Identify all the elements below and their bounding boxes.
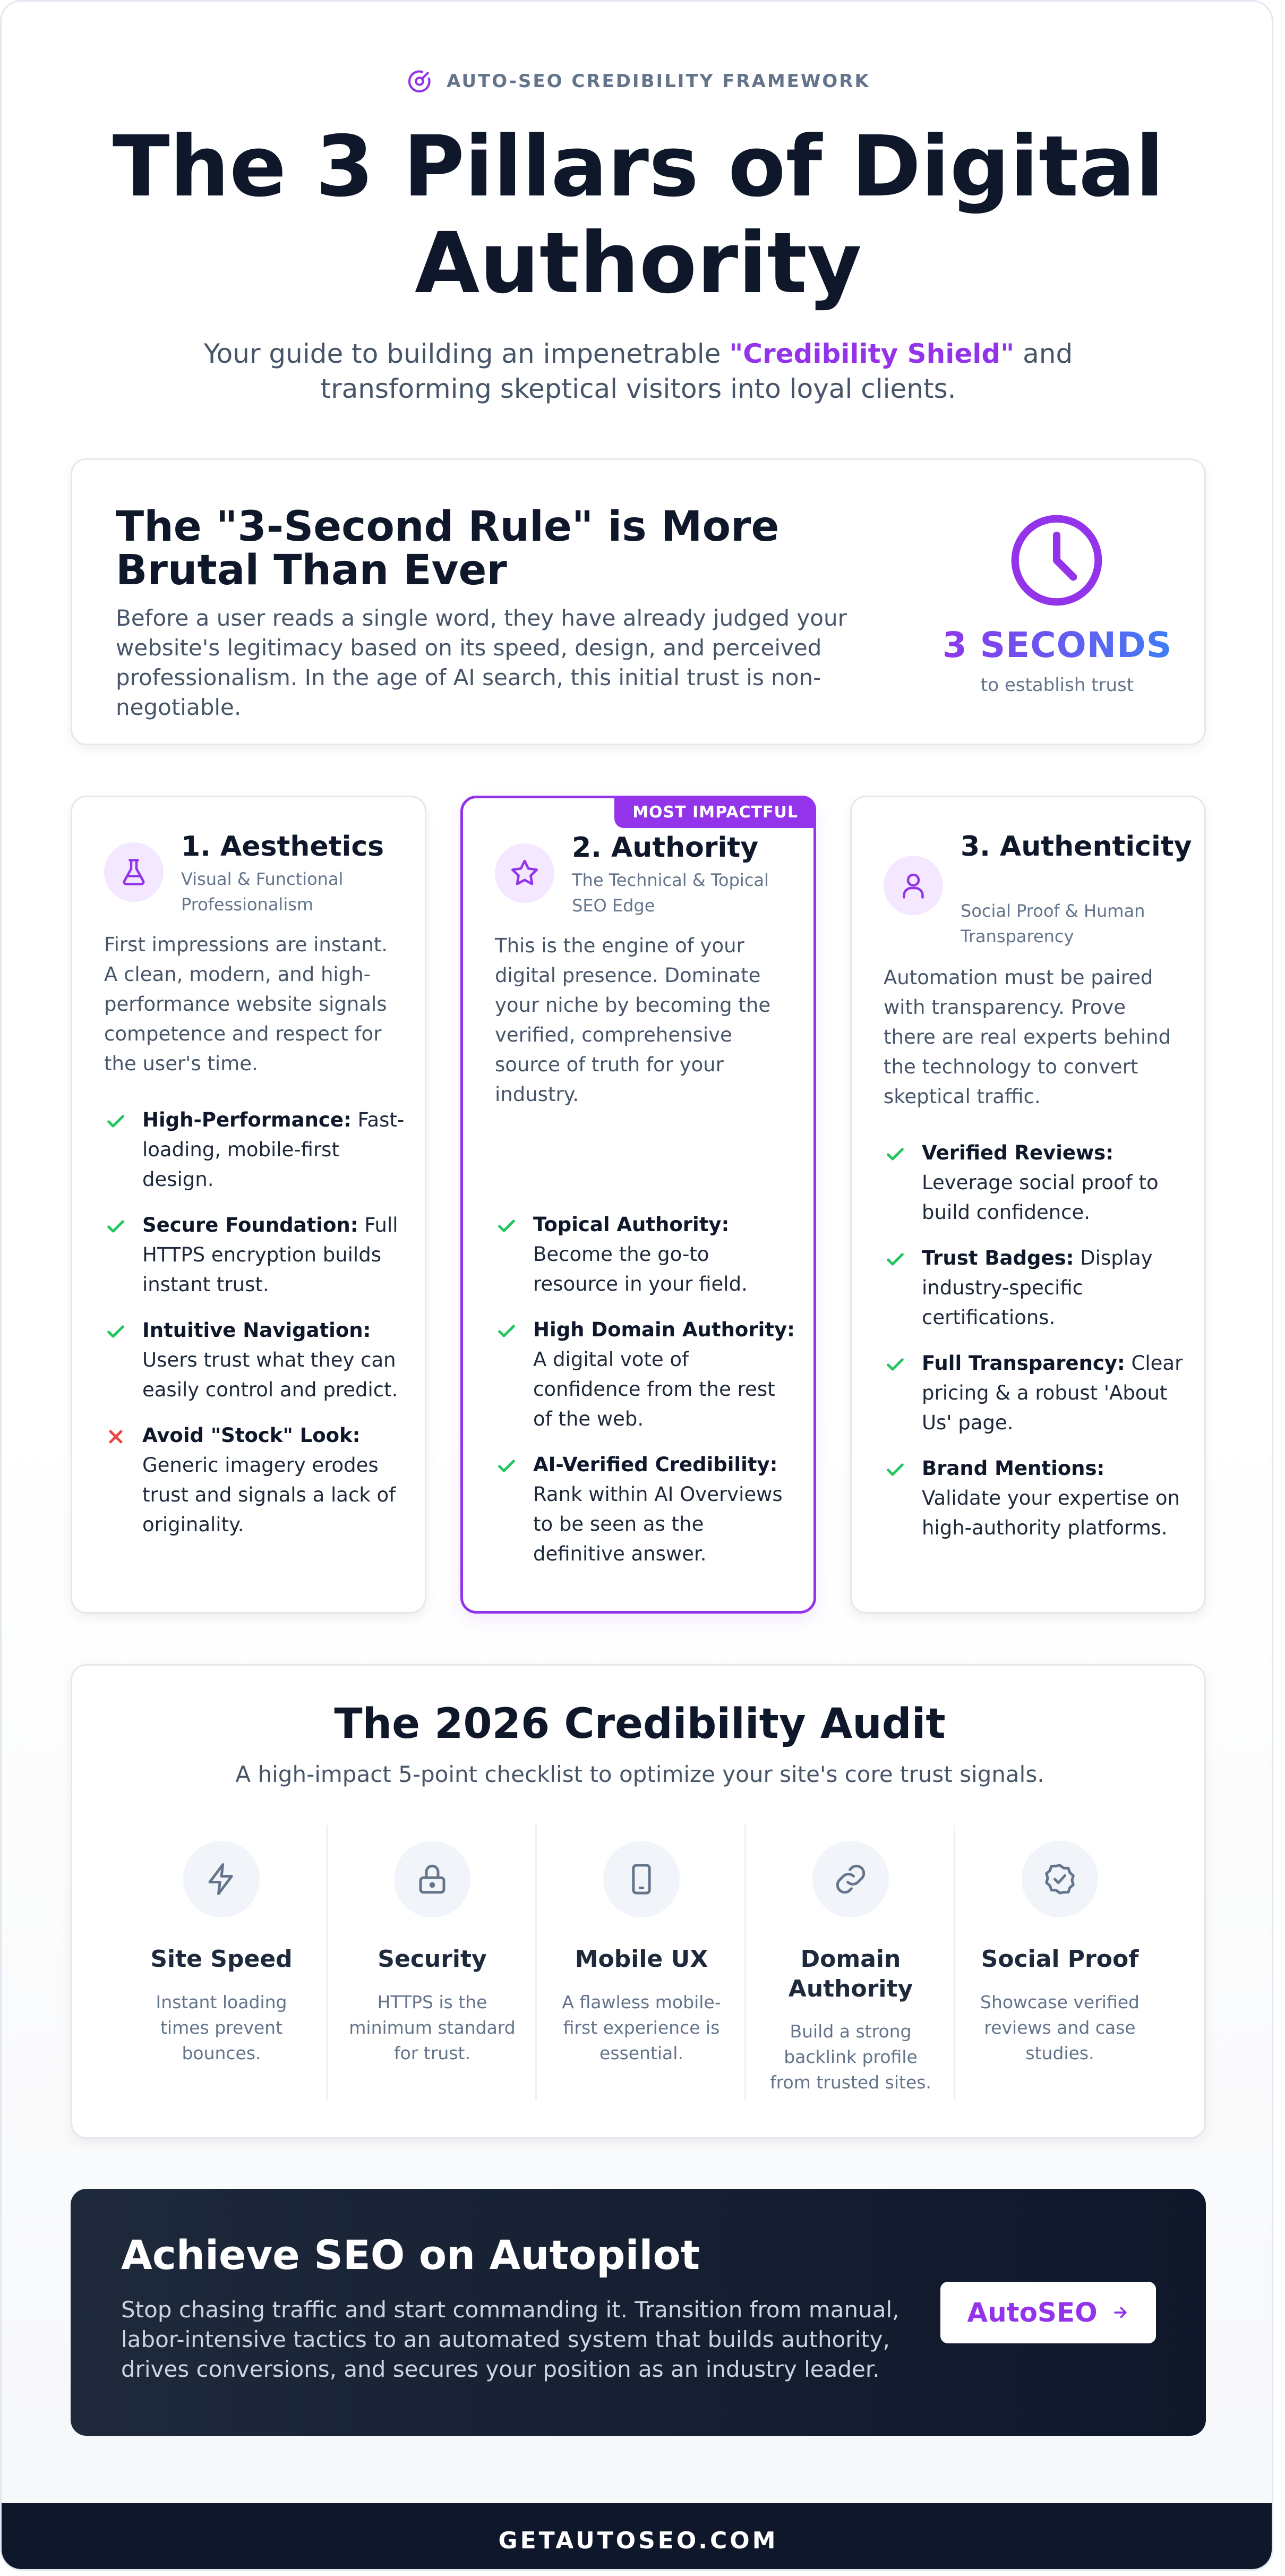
user-icon: [897, 869, 929, 901]
pillar-description: Automation must be paired with transparency. Prove there are real experts behind the technology to convert skeptical traffic.: [884, 966, 1171, 1108]
seconds-caption: to establish trust: [980, 675, 1134, 696]
item-heading: Topical Authority:: [533, 1213, 730, 1236]
audit-item-description: Instant loading times prevent bounces.: [156, 1992, 287, 2063]
pillar-icon-circle: [884, 856, 943, 915]
item-heading: Secure Foundation:: [142, 1214, 358, 1236]
audit-item-description: A flawless mobile-first experience is essential.: [562, 1992, 721, 2063]
audit-item-mobile-ux: [535, 1825, 744, 2101]
cross-icon: [104, 1426, 127, 1447]
target-icon: [406, 68, 433, 95]
audit-icon-circle: [183, 1841, 260, 1917]
item-heading: Intuitive Navigation:: [142, 1319, 371, 1342]
audit-item-site-speed: [117, 1825, 326, 2101]
checklist-item: [104, 1105, 407, 1195]
check-icon: [495, 1215, 518, 1236]
checklist-item: [884, 1349, 1186, 1438]
check-icon: [884, 1249, 907, 1270]
pillar-title: 3. Authenticity: [961, 831, 1192, 863]
verified-badge-icon: [1042, 1862, 1077, 1897]
three-second-rule-card: [71, 458, 1206, 745]
check-icon: [884, 1144, 907, 1165]
pillar-description: This is the engine of your digital presence. Dominate your niche by becoming the verified, comprehensive source of truth for your industry.: [495, 934, 771, 1106]
rule-title: The "3-Second Rule" is More Brutal Than Ever: [116, 503, 779, 594]
check-icon: [884, 1459, 907, 1480]
checklist-item: [495, 1315, 798, 1434]
item-text: Generic imagery erodes trust and signals a lack of originality.: [142, 1454, 396, 1536]
autoseo-button[interactable]: [940, 2282, 1156, 2343]
pillar-checklist: [495, 1210, 798, 1585]
audit-item-security: [326, 1825, 535, 2101]
audit-icon-circle: [1022, 1841, 1098, 1917]
check-icon: [495, 1320, 518, 1342]
item-text: A digital vote of confidence from the rest of the web.: [533, 1348, 775, 1430]
audit-title: The 2026 Credibility Audit: [334, 1700, 946, 1748]
item-heading: Trust Badges:: [922, 1247, 1074, 1269]
pillar-checklist: [104, 1105, 407, 1556]
item-heading: Full Transparency:: [922, 1352, 1125, 1375]
cta-title: Achieve SEO on Autopilot: [121, 2231, 700, 2279]
item-heading: Verified Reviews:: [922, 1141, 1114, 1164]
audit-item-social-proof: [954, 1825, 1163, 2101]
footer: [2, 2503, 1273, 2571]
pillar-icon-circle: [104, 842, 164, 902]
pillar-description: First impressions are instant. A clean, modern, and high-performance website signals competence and respect for the user's time.: [104, 933, 388, 1075]
check-icon: [495, 1455, 518, 1477]
check-icon: [104, 1321, 127, 1342]
check-icon: [884, 1354, 907, 1375]
page-title: [55, 118, 1222, 312]
item-text: Validate your expertise on high-authority platforms.: [922, 1487, 1180, 1539]
item-text: Display industry-specific certifications.: [922, 1247, 1153, 1329]
item-heading: High-Performance:: [142, 1108, 352, 1131]
checklist-item: [884, 1138, 1186, 1227]
credibility-audit-card: [71, 1664, 1206, 2139]
item-text: Rank within AI Overviews to be seen as the definitive answer.: [533, 1483, 783, 1565]
pillar-title: 1. Aesthetics: [181, 831, 384, 863]
checklist-item: [884, 1454, 1186, 1543]
item-text: Become the go-to resource in your field.: [533, 1243, 748, 1295]
audit-item-description: Build a strong backlink profile from trusted sites.: [770, 2021, 931, 2093]
check-icon: [104, 1216, 127, 1237]
rule-description: Before a user reads a single word, they have already judged your website's legitimacy based on its speed, design, and perceived professionalism. In the age of AI search, this initial trust is non-negotiable.: [116, 605, 847, 720]
audit-item-name: Social Proof: [981, 1946, 1139, 1973]
subtitle-highlight: "Credibility Shield": [729, 338, 1015, 369]
checklist-item: [104, 1421, 407, 1540]
footer-website-link[interactable]: GETAUTOSEO.COM: [498, 2527, 778, 2554]
lock-icon: [415, 1862, 450, 1897]
pillar-card-aesthetics: [71, 796, 426, 1614]
checklist-item: [495, 1450, 798, 1569]
item-heading: Brand Mentions:: [922, 1457, 1105, 1480]
item-text: Clear pricing & a robust 'About Us' page.: [922, 1352, 1183, 1434]
item-heading: AI-Verified Credibility:: [533, 1453, 778, 1476]
page-title-line-1: The 3 Pillars of Digital: [112, 118, 1164, 216]
star-icon: [509, 857, 541, 889]
checklist-item: [884, 1243, 1186, 1333]
most-impactful-badge: MOST IMPACTFUL: [614, 796, 816, 828]
audit-item-domain-authority: [744, 1825, 954, 2101]
audit-item-description: HTTPS is the minimum standard for trust.: [349, 1992, 516, 2063]
autoseo-button-label: AutoSEO: [967, 2297, 1098, 2328]
item-text: Leverage social proof to build confidence.: [922, 1171, 1159, 1224]
pillar-subtitle: Social Proof & Human Transparency: [961, 901, 1145, 946]
pillar-subtitle: The Technical & Topical SEO Edge: [572, 870, 769, 916]
subtitle-text-start: Your guide to building an impenetrable: [203, 338, 730, 369]
pillar-subtitle: Visual & Functional Professionalism: [181, 869, 344, 915]
page-title-line-2: Authority: [415, 215, 862, 312]
item-heading: Avoid "Stock" Look:: [142, 1424, 361, 1447]
audit-item-name: Mobile UX: [575, 1946, 708, 1973]
audit-item-name: Security: [378, 1946, 487, 1973]
audit-item-description: Showcase verified reviews and case studies.: [980, 1992, 1140, 2063]
pillar-icon-circle: [495, 843, 554, 903]
cta-banner: [71, 2189, 1206, 2436]
checklist-item: [104, 1210, 407, 1300]
seconds-stat: 3 SECONDS: [927, 625, 1187, 666]
pillar-card-authenticity: [850, 796, 1206, 1614]
audit-icon-circle: [812, 1841, 889, 1917]
cta-description: Stop chasing traffic and start commanding it. Transition from manual, labor-intensive tactics to an automated system that builds authority, drives conversions, and secures your position as an industry leader.: [121, 2297, 899, 2382]
item-text: Fast-loading, mobile-first design.: [142, 1108, 405, 1191]
audit-item-name: Site Speed: [150, 1946, 293, 1973]
checklist-item: [104, 1316, 407, 1405]
page-subtitle: [161, 336, 1116, 406]
smartphone-icon: [624, 1862, 659, 1897]
checklist-item: [495, 1210, 798, 1299]
item-text: Users trust what they can easily control and predict.: [142, 1349, 398, 1401]
check-icon: [104, 1111, 127, 1132]
item-text: Full HTTPS encryption builds instant trust.: [142, 1214, 398, 1296]
audit-item-name: Domain Authority: [788, 1946, 913, 2002]
clock-icon: [1007, 510, 1107, 610]
eyebrow-label: AUTO-SEO CREDIBILITY FRAMEWORK: [447, 71, 870, 92]
lightning-icon: [204, 1862, 239, 1897]
pillar-title: 2. Authority: [572, 832, 759, 864]
pillar-checklist: [884, 1138, 1186, 1559]
subtitle-text-end: and transforming skeptical visitors into loyal clients.: [320, 338, 1073, 404]
pillar-card-authority: [460, 796, 816, 1614]
flask-icon: [118, 856, 150, 888]
arrow-right-icon: [1111, 2304, 1129, 2322]
audit-icon-circle: [603, 1841, 680, 1917]
item-heading: High Domain Authority:: [533, 1318, 795, 1341]
audit-subtitle: A high-impact 5-point checklist to optimize your site's core trust signals.: [235, 1761, 1044, 1787]
audit-icon-circle: [394, 1841, 470, 1917]
eyebrow: [2, 68, 1273, 95]
link-icon: [833, 1862, 868, 1897]
